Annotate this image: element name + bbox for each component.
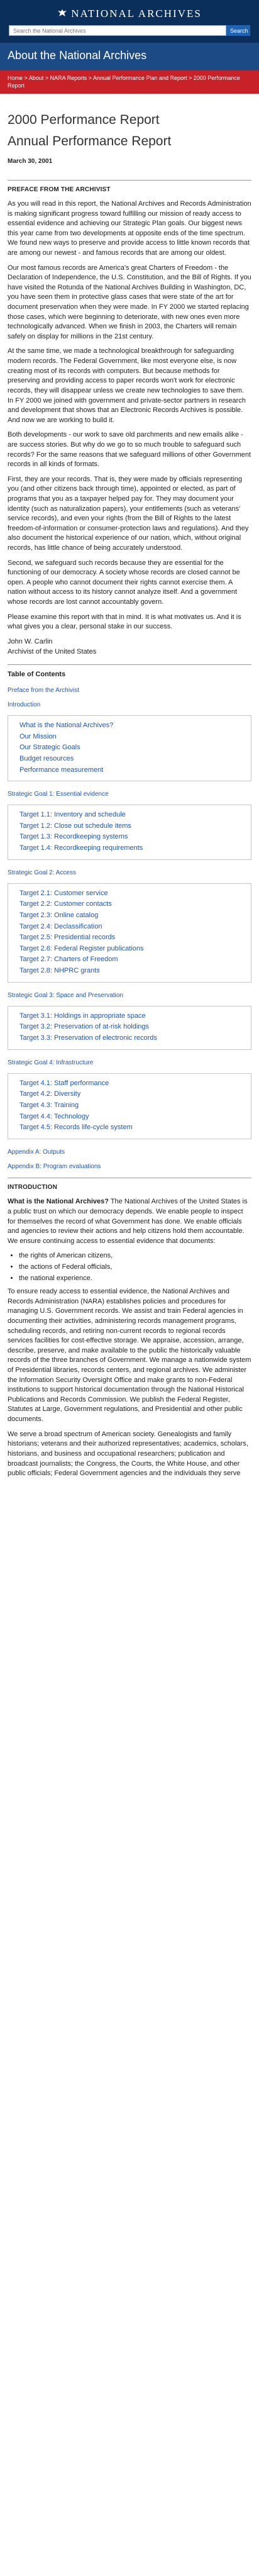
- toc-link[interactable]: Target 3.3: Preservation of electronic records: [19, 1034, 157, 1042]
- search-button[interactable]: Search: [226, 25, 250, 36]
- signature-title: Archivist of the United States: [8, 647, 97, 655]
- toc-link[interactable]: Target 1.1: Inventory and schedule: [19, 811, 126, 819]
- toc-link[interactable]: Performance measurement: [19, 766, 104, 774]
- search-bar: [9, 25, 250, 36]
- toc-link[interactable]: Target 2.7: Charters of Freedom: [19, 956, 118, 964]
- preface-paragraph: Both developments - our work to save old parchments and new emails alike - are success stories. But why do we go to so much trouble to safeguard such records? For the same reasons that we safeguard millions of other Government records in all kinds of formats.: [8, 431, 251, 469]
- toc-intro-list: [8, 715, 251, 781]
- breadcrumb-current: 2000 Performance Report: [8, 75, 240, 89]
- toc-link[interactable]: Budget resources: [19, 754, 74, 762]
- preface-paragraph: Please examine this report with that in mind. It is what motivates us. And it is what gives you a clear, personal stake in our success.: [8, 613, 241, 631]
- toc-link[interactable]: Our Mission: [19, 732, 57, 740]
- toc-goal-4-list: [8, 1073, 251, 1139]
- preface-paragraph: First, they are your records. That is, they were made by officials representing you (and other citizens back through time), appointed or elected, as part of programs that you as a taxpayer helped pay for. They may document your identity (such as naturalization papers), your entitlements (such as veterans' service records), and even your rights (from the Bill of Rights to the latest freedom-of-information or consumer-protection laws and regulations). And they also document the historical experience of our nation, which, without original records, has little chance of being accurately understood.: [8, 475, 249, 552]
- breadcrumb: Home > About > NARA Reports > Annual Performance Plan and Report > 2000 Performance Report: [0, 70, 259, 94]
- breadcrumb-about[interactable]: About: [28, 75, 44, 81]
- toc-link[interactable]: Target 1.4: Recordkeeping requirements: [19, 844, 143, 852]
- toc-goal-1-list: [8, 805, 251, 859]
- eagle-icon: [57, 9, 67, 18]
- toc-link[interactable]: Target 2.6: Federal Register publications: [19, 944, 144, 952]
- toc-link[interactable]: Target 4.1: Staff performance: [19, 1079, 109, 1087]
- main-content: [0, 113, 259, 1478]
- toc-link-appendix-a[interactable]: Appendix A: Outputs: [8, 1148, 65, 1156]
- toc-link[interactable]: Target 4.4: Technology: [19, 1112, 89, 1120]
- toc-link-introduction[interactable]: Introduction: [8, 701, 41, 708]
- page-subtitle: Annual Performance Report: [8, 134, 172, 149]
- toc-link[interactable]: Our Strategic Goals: [19, 744, 80, 752]
- toc-link-goal-3[interactable]: Strategic Goal 3: Space and Preservation: [8, 991, 123, 999]
- toc-link-goal-1[interactable]: Strategic Goal 1: Essential evidence: [8, 791, 109, 798]
- toc-link[interactable]: Target 2.2: Customer contacts: [19, 900, 112, 908]
- toc-link-appendix-b[interactable]: Appendix B: Program evaluations: [8, 1163, 101, 1170]
- list-item: • the rights of American citizens,: [19, 1251, 251, 1261]
- list-item: • the actions of Federal officials,: [19, 1263, 251, 1273]
- list-item: • the national experience.: [19, 1274, 251, 1284]
- toc-link[interactable]: Target 2.8: NHPRC grants: [19, 967, 100, 974]
- table-of-contents: [8, 670, 251, 1171]
- preface-paragraph: As you will read in this report, the National Archives and Records Administration is making significant progress toward fulfilling our mission of ready access to essential evidence and achieving our Strategic Plan goals. Our biggest news this year came from two developments at opposite ends of the time spectrum. We found new ways to preserve and provide access to little known records that are among our newest - and famous records that are among our oldest.: [8, 199, 251, 257]
- toc-link[interactable]: Target 3.2: Preservation of at-risk holdings: [19, 1023, 150, 1031]
- page-title: 2000 Performance Report: [8, 113, 160, 128]
- toc-link-goal-2[interactable]: Strategic Goal 2: Access: [8, 869, 76, 876]
- preface-heading: PREFACE FROM THE ARCHIVIST: [8, 186, 111, 193]
- intro-text: The National Archives of the United States is a public trust on which our democracy depends. We enable people to inspect for themselves the record of what Government has done. We enable officials and agencies to review their actions and help citizens hold them accountable. We ensure continuing access to essential evidence that documents:: [8, 1198, 248, 1245]
- toc-link[interactable]: Target 2.1: Customer service: [19, 889, 108, 897]
- toc-link[interactable]: Target 1.3: Recordkeeping systems: [19, 833, 128, 841]
- section-banner: [0, 43, 259, 70]
- report-date: March 30, 2001: [8, 157, 53, 165]
- intro-paragraph: [8, 1197, 251, 1246]
- toc-link[interactable]: What is the National Archives?: [19, 722, 114, 730]
- toc-link[interactable]: Target 2.3: Online catalog: [19, 912, 99, 920]
- toc-link-goal-4[interactable]: Strategic Goal 4: Infrastructure: [8, 1059, 94, 1066]
- signature-name: John W. Carlin: [8, 637, 53, 645]
- preface-paragraph: At the same time, we made a technological breakthrough for safeguarding modern records. The Federal Government, like most everyone else, is now creating most of its records with computers. But because methods for preserving and providing access to paper records won't work for electronic records, they will disappear unless we create new technologies to save them. In FY 2000 we joined with government and private-sector partners in research and development that shows that an Electronic Records Archives is possible. And now we are working to build it.: [8, 347, 246, 424]
- toc-link[interactable]: Target 4.5: Records life-cycle system: [19, 1124, 133, 1132]
- toc-goal-3-list: [8, 1006, 251, 1050]
- breadcrumb-home[interactable]: Home: [8, 75, 23, 81]
- toc-link[interactable]: Target 4.2: Diversity: [19, 1090, 81, 1098]
- breadcrumb-nara-reports[interactable]: NARA Reports: [50, 75, 87, 81]
- intro-paragraph: We serve a broad spectrum of American society. Genealogists and family historians; veterans and their authorized representatives; academics, scholars, historians, and business and occupational researchers; publication and broadcast journalists; the Congress, the Courts, the White House, and other public officials; Federal Government agencies and the individuals they serve: [8, 1430, 248, 1478]
- toc-link-preface[interactable]: Preface from the Archivist: [8, 686, 79, 694]
- divider: [8, 180, 251, 181]
- site-logo[interactable]: [0, 6, 259, 21]
- breadcrumb-annual-plan[interactable]: Annual Performance Plan and Report: [92, 75, 187, 81]
- search-input[interactable]: [9, 25, 226, 36]
- preface-paragraph: Our most famous records are America's great Charters of Freedom - the Declaration of Independence, the U.S. Constitution, and the Bill of Rights. If you have visited the Rotunda of the National Archives Building in Washington, DC, you have seen them in protective glass cases that were state of the art for document preservation when they were made. In FY 2000 we started replacing those cases, which were beginning to deteriorate, with new ones even more technologically advanced. When we finish in 2003, the Charters will remain safely on display for millions in the 21st century.: [8, 264, 251, 340]
- intro-question: What is the National Archives?: [8, 1198, 109, 1206]
- toc-link[interactable]: Target 2.5: Presidential records: [19, 934, 116, 942]
- divider: [8, 664, 251, 665]
- intro-paragraph: To ensure ready access to essential evidence, the National Archives and Records Administration (NARA) establishes policies and procedures for managing U.S. Government records. We assist and train Federal agencies in documenting their activities, administering records management programs, scheduling records, and retiring non-current records to regional records services facilities for cost-effective storage. We appraise, accession, arrange, describe, preserve, and make available to the public the historically valuable records of the three branches of Government. We manage a nationwide system of Presidential libraries, records centers, and regional archives. We administer the Information Security Oversight Office and make grants to non-Federal institutions to support historical documentation through the National Historical Publications and Records Commission. We publish the Federal Register, Statutes at Large, Government regulations, and Presidential and other public documents.: [8, 1288, 251, 1424]
- preface-paragraph: Second, we safeguard such records because they are essential for the functioning of our democracy. A society whose records are closed cannot be open. A people who cannot document their rights cannot exercise them. A nation without access to its history cannot analyze itself. And a government whose records are lost cannot accountably govern.: [8, 559, 240, 606]
- toc-link[interactable]: Target 3.1: Holdings in appropriate space: [19, 1012, 146, 1020]
- toc-link[interactable]: Target 2.4: Declassification: [19, 922, 102, 930]
- toc-link[interactable]: Target 4.3: Training: [19, 1101, 79, 1109]
- toc-heading: Table of Contents: [8, 671, 66, 679]
- site-header: [0, 0, 259, 70]
- toc-goal-2-list: [8, 883, 251, 983]
- intro-bullets: [8, 1251, 251, 1283]
- introduction-heading: INTRODUCTION: [8, 1184, 58, 1191]
- toc-link[interactable]: Target 1.2: Close out schedule items: [19, 822, 131, 830]
- section-title: About the National Archives: [8, 49, 147, 62]
- logo-text: NATIONAL ARCHIVES: [71, 8, 202, 20]
